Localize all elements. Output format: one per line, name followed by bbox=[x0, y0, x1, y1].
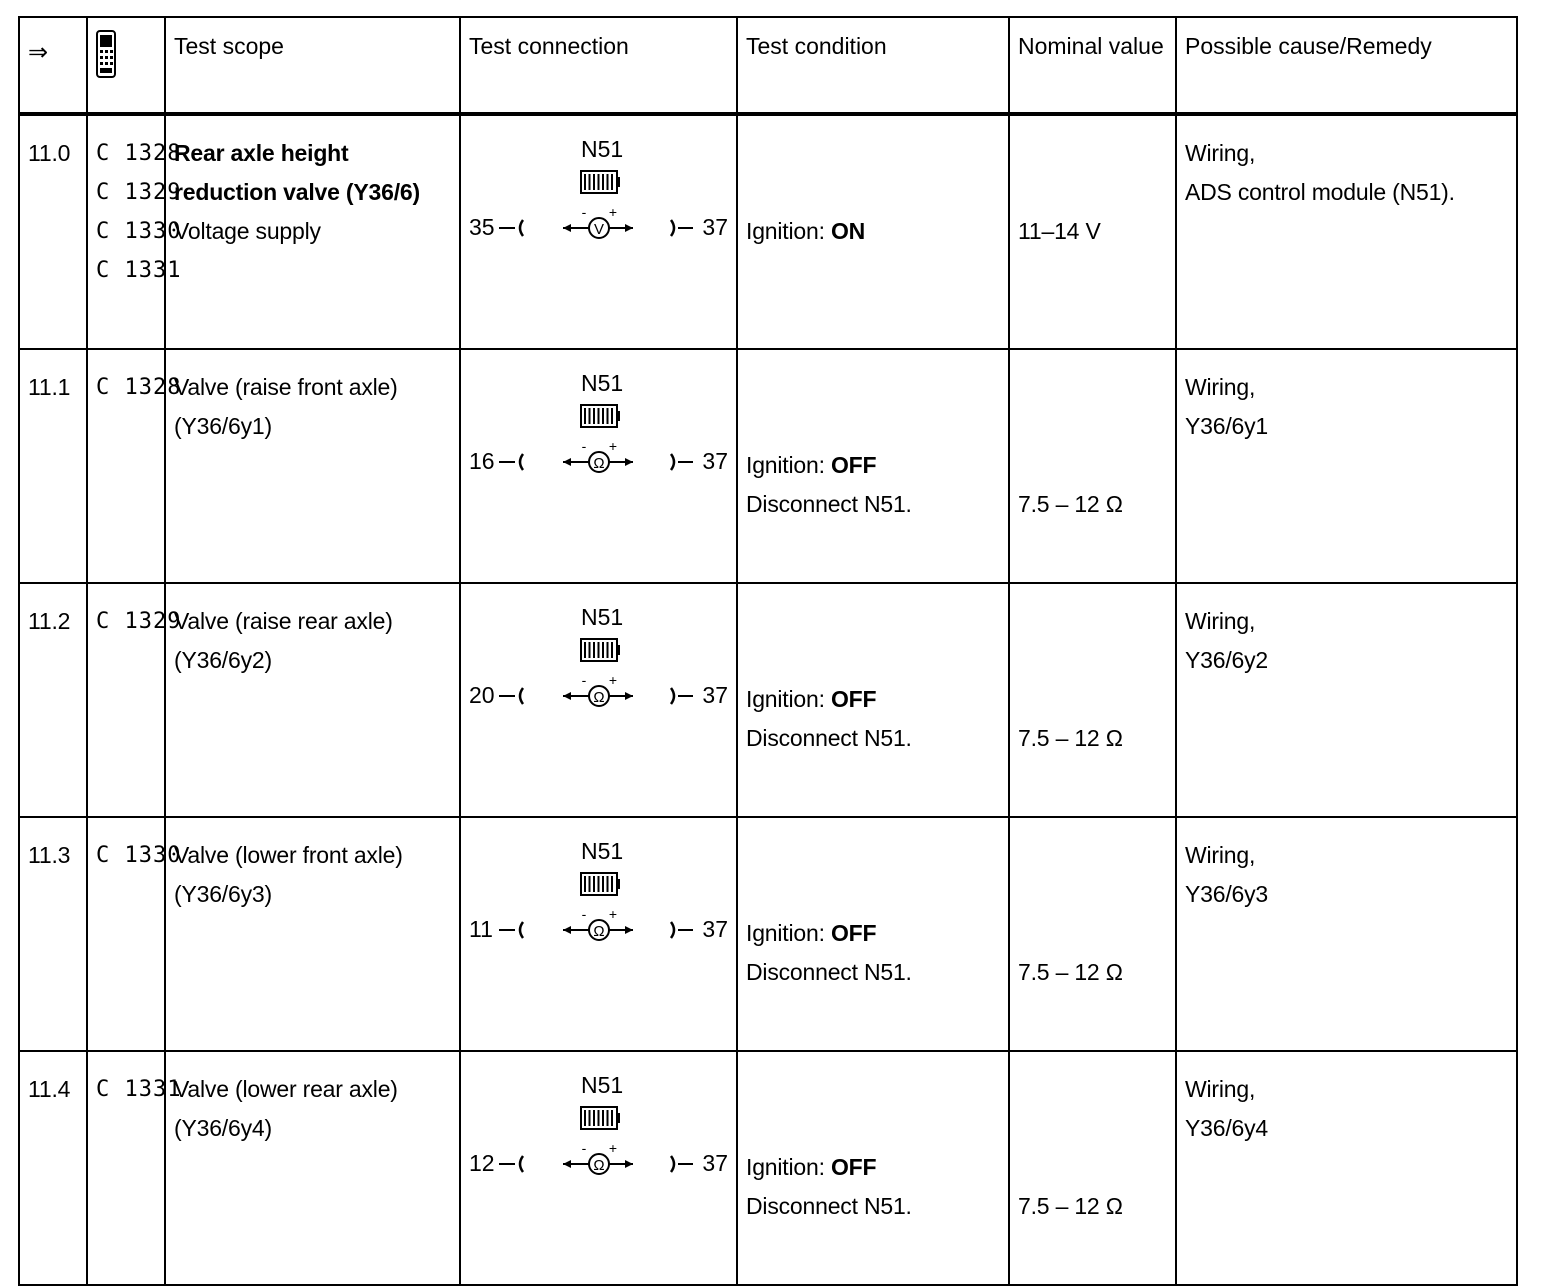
svg-text:-: - bbox=[581, 1140, 587, 1156]
ohmmeter-icon bbox=[563, 672, 633, 706]
meter-symbol: Ω bbox=[593, 923, 605, 940]
nominal-value-cell bbox=[1009, 114, 1176, 349]
possible-cause-cell bbox=[1176, 349, 1517, 583]
connection-diagram bbox=[461, 584, 738, 784]
condition-value: OFF bbox=[830, 452, 877, 478]
right-connector-icon bbox=[671, 220, 693, 236]
component-label: N51 bbox=[581, 136, 624, 162]
svg-text:+: + bbox=[608, 204, 618, 220]
test-scope-cell bbox=[165, 349, 460, 583]
cause-line-1: Wiring, bbox=[1185, 140, 1256, 166]
fault-code: C 1331 bbox=[96, 258, 182, 283]
condition-spacer bbox=[746, 350, 1008, 446]
pin-left-label: 12 bbox=[469, 1150, 495, 1176]
component-label: N51 bbox=[581, 370, 624, 396]
svg-text:-: - bbox=[581, 906, 587, 922]
nominal-value-cell bbox=[1009, 583, 1176, 817]
fault-code: C 1328 bbox=[96, 375, 182, 400]
pin-left-label: 16 bbox=[469, 448, 495, 474]
nominal-value: 7.5 – 12 Ω bbox=[1018, 491, 1123, 517]
test-table-sheet bbox=[18, 16, 1516, 1219]
ohmmeter-icon bbox=[563, 906, 633, 940]
table-header-row bbox=[19, 17, 1517, 114]
condition-value: OFF bbox=[830, 1154, 877, 1180]
test-scope-cell bbox=[165, 114, 460, 349]
control-module-icon bbox=[581, 1107, 620, 1129]
test-connection-cell bbox=[460, 583, 737, 817]
component-label: N51 bbox=[581, 1072, 624, 1098]
svg-text:+: + bbox=[608, 906, 618, 922]
fault-code: C 1328 bbox=[96, 141, 182, 166]
left-connector-icon bbox=[499, 688, 523, 704]
left-connector-icon bbox=[499, 1156, 523, 1172]
condition-ignition-line bbox=[746, 914, 1008, 953]
cause-line-2: Y36/6y3 bbox=[1185, 881, 1268, 907]
nominal-spacer bbox=[1018, 1052, 1175, 1187]
right-connector-icon bbox=[671, 688, 693, 704]
nominal-value: 7.5 – 12 Ω bbox=[1018, 1193, 1123, 1219]
test-connection-cell bbox=[460, 349, 737, 583]
condition-ignition-line bbox=[746, 446, 1008, 485]
test-scope-header: Test scope bbox=[165, 17, 460, 114]
table-row bbox=[19, 1051, 1517, 1285]
cause-line-2: ADS control module (N51). bbox=[1185, 179, 1455, 205]
test-condition-cell bbox=[737, 349, 1009, 583]
pin-left-label: 11 bbox=[469, 916, 493, 942]
svg-text:-: - bbox=[581, 672, 587, 688]
svg-text:-: - bbox=[581, 204, 587, 220]
condition-extra: Disconnect N51. bbox=[746, 725, 912, 751]
pin-left-label: 35 bbox=[469, 214, 495, 240]
pin-right-label: 37 bbox=[702, 682, 728, 708]
nominal-spacer bbox=[1018, 116, 1175, 212]
meter-symbol: Ω bbox=[593, 689, 605, 706]
control-module-icon bbox=[581, 171, 620, 193]
nominal-spacer bbox=[1018, 350, 1175, 485]
condition-label: Ignition: bbox=[746, 1154, 825, 1180]
cause-line-2: Y36/6y2 bbox=[1185, 647, 1268, 673]
test-condition-cell bbox=[737, 1051, 1009, 1285]
connection-diagram bbox=[461, 818, 738, 1018]
test-table bbox=[18, 16, 1518, 1286]
tester-header bbox=[87, 17, 165, 114]
control-module-icon bbox=[581, 405, 620, 427]
pin-right-label: 37 bbox=[702, 916, 728, 942]
left-connector-icon bbox=[499, 922, 523, 938]
table-row bbox=[19, 583, 1517, 817]
condition-extra: Disconnect N51. bbox=[746, 1193, 912, 1219]
possible-cause-cell bbox=[1176, 817, 1517, 1051]
nominal-value: 7.5 – 12 Ω bbox=[1018, 959, 1123, 985]
condition-label: Ignition: bbox=[746, 920, 825, 946]
table-row bbox=[19, 114, 1517, 349]
test-scope-title: Rear axle height reduction valve (Y36/6) bbox=[174, 140, 420, 205]
test-condition-header: Test condition bbox=[737, 17, 1009, 114]
test-connection-cell bbox=[460, 114, 737, 349]
test-condition-cell bbox=[737, 114, 1009, 349]
test-connection-cell bbox=[460, 817, 737, 1051]
control-module-icon bbox=[581, 873, 620, 895]
fault-codes-cell bbox=[87, 583, 182, 817]
nominal-value-header: Nominal value bbox=[1009, 17, 1176, 114]
condition-value: OFF bbox=[830, 920, 877, 946]
cause-line-1: Wiring, bbox=[1185, 374, 1256, 400]
table-row bbox=[19, 817, 1517, 1051]
svg-text:+: + bbox=[608, 672, 618, 688]
fault-code: C 1330 bbox=[96, 843, 182, 868]
component-label: N51 bbox=[581, 838, 624, 864]
nominal-spacer bbox=[1018, 584, 1175, 719]
test-step-number: 11.2 bbox=[19, 583, 87, 817]
condition-label: Ignition: bbox=[746, 686, 825, 712]
test-step-number: 11.0 bbox=[19, 114, 87, 349]
nominal-value-cell bbox=[1009, 817, 1176, 1051]
arrow-header: ⇒ bbox=[19, 17, 87, 114]
handheld-tester-icon bbox=[96, 30, 116, 83]
condition-extra: Disconnect N51. bbox=[746, 959, 912, 985]
condition-value: ON bbox=[830, 218, 866, 244]
right-connector-icon bbox=[671, 454, 693, 470]
condition-ignition-line bbox=[746, 680, 1008, 719]
fault-code: C 1331 bbox=[96, 1077, 182, 1102]
pin-right-label: 37 bbox=[702, 1150, 728, 1176]
test-scope-text: Valve (lower rear axle) (Y36/6y4) bbox=[174, 1076, 398, 1141]
condition-spacer bbox=[746, 818, 1008, 914]
test-condition-cell bbox=[737, 817, 1009, 1051]
connection-diagram bbox=[461, 116, 738, 316]
test-step-number: 11.1 bbox=[19, 349, 87, 583]
fault-codes-cell bbox=[87, 349, 182, 583]
connection-diagram bbox=[461, 1052, 738, 1252]
possible-cause-header: Possible cause/Remedy bbox=[1176, 17, 1517, 114]
condition-spacer bbox=[746, 584, 1008, 680]
condition-spacer bbox=[746, 116, 1008, 212]
pin-left-label: 20 bbox=[469, 682, 495, 708]
test-scope-cell bbox=[165, 1051, 460, 1285]
test-scope-cell bbox=[165, 817, 460, 1051]
fault-code: C 1329 bbox=[96, 609, 182, 634]
test-scope-text: Voltage supply bbox=[174, 218, 321, 244]
test-connection-cell bbox=[460, 1051, 737, 1285]
svg-text:+: + bbox=[608, 1140, 618, 1156]
cause-line-1: Wiring, bbox=[1185, 608, 1256, 634]
possible-cause-cell bbox=[1176, 1051, 1517, 1285]
pin-right-label: 37 bbox=[702, 448, 728, 474]
fault-code: C 1330 bbox=[96, 219, 182, 244]
fault-codes-cell bbox=[87, 114, 182, 349]
condition-value: OFF bbox=[830, 686, 877, 712]
condition-ignition-line bbox=[746, 212, 1008, 251]
svg-text:-: - bbox=[581, 438, 587, 454]
svg-text:+: + bbox=[608, 438, 618, 454]
nominal-value-cell bbox=[1009, 349, 1176, 583]
test-scope-text: Valve (lower front axle) (Y36/6y3) bbox=[174, 842, 403, 907]
test-scope-text: Valve (raise rear axle) (Y36/6y2) bbox=[174, 608, 393, 673]
nominal-spacer bbox=[1018, 818, 1175, 953]
test-step-number: 11.3 bbox=[19, 817, 87, 1051]
fault-codes-cell bbox=[87, 1051, 182, 1285]
cause-line-1: Wiring, bbox=[1185, 842, 1256, 868]
ohmmeter-icon bbox=[563, 1140, 633, 1174]
left-connector-icon bbox=[499, 454, 523, 470]
right-connector-icon bbox=[671, 1156, 693, 1172]
nominal-value: 7.5 – 12 Ω bbox=[1018, 725, 1123, 751]
test-connection-header: Test connection bbox=[460, 17, 737, 114]
component-label: N51 bbox=[581, 604, 624, 630]
pin-right-label: 37 bbox=[702, 214, 728, 240]
fault-code: C 1329 bbox=[96, 180, 182, 205]
condition-spacer bbox=[746, 1052, 1008, 1148]
nominal-value: 11–14 V bbox=[1018, 218, 1101, 244]
condition-label: Ignition: bbox=[746, 218, 825, 244]
possible-cause-cell bbox=[1176, 114, 1517, 349]
voltmeter-icon bbox=[563, 204, 633, 238]
control-module-icon bbox=[581, 639, 620, 661]
right-connector-icon bbox=[671, 922, 693, 938]
cause-line-2: Y36/6y4 bbox=[1185, 1115, 1268, 1141]
possible-cause-cell bbox=[1176, 583, 1517, 817]
ohmmeter-icon bbox=[563, 438, 633, 472]
fault-codes-cell bbox=[87, 817, 182, 1051]
meter-symbol: Ω bbox=[593, 455, 605, 472]
meter-symbol: V bbox=[593, 221, 605, 238]
nominal-value-cell bbox=[1009, 1051, 1176, 1285]
condition-ignition-line bbox=[746, 1148, 1008, 1187]
test-step-number: 11.4 bbox=[19, 1051, 87, 1285]
cause-line-2: Y36/6y1 bbox=[1185, 413, 1268, 439]
test-condition-cell bbox=[737, 583, 1009, 817]
test-scope-cell bbox=[165, 583, 460, 817]
meter-symbol: Ω bbox=[593, 1157, 605, 1174]
table-row bbox=[19, 349, 1517, 583]
left-connector-icon bbox=[499, 220, 523, 236]
cause-line-1: Wiring, bbox=[1185, 1076, 1256, 1102]
condition-label: Ignition: bbox=[746, 452, 825, 478]
connection-diagram bbox=[461, 350, 738, 550]
test-scope-text: Valve (raise front axle) (Y36/6y1) bbox=[174, 374, 398, 439]
condition-extra: Disconnect N51. bbox=[746, 491, 912, 517]
